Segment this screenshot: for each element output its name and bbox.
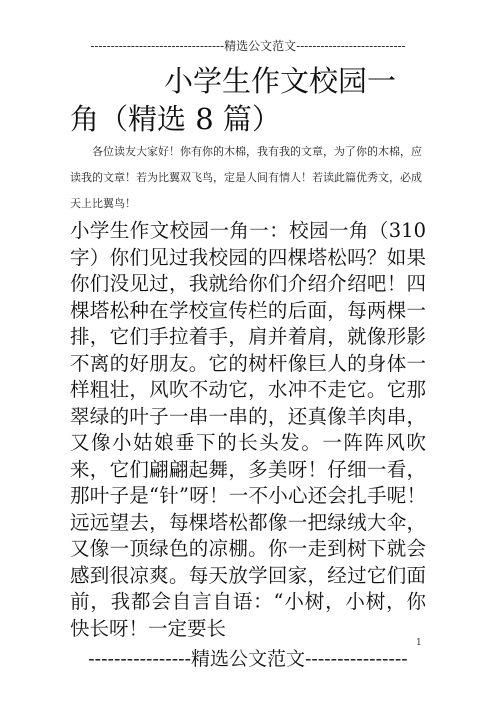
page-number: 1 [416, 638, 422, 648]
title-line-1: 小学生作文校园一 [164, 64, 397, 98]
page-header: ---------------------------------精选公文范文--------------------------- [90, 39, 406, 53]
title-line-2: 角（精选 8 篇） [70, 102, 281, 136]
intro-paragraph: 各位读友大家好！你有你的木棉，我有我的文章，为了你的木棉，应读我的文章！若为比翼双飞鸟，定是人间有情人！若读此篇优秀文，必成天上比翼鸟！ [70, 145, 422, 210]
page-footer: ----------------精选公文范文---------------- [88, 648, 408, 670]
document-title [70, 62, 426, 138]
essay-body: 小学生作文校园一角一：校园一角（310字）你们见过我校园的四棵塔松吗？如果你们没见过，我就给你们介绍介绍吧！四棵塔松种在学校宣传栏的后面，每两棵一排，它们手拉着手，肩并着肩，就像形影不离的好朋友。它的树杆像巨人的身体一样粗壮，风吹不动它，水冲不走它。它那翠绿的叶子一串一串的，还真像羊肉串，又像小姑娘垂下的长头发。一阵阵风吹来，它们翩翩起舞，多美呀！仔细一看，那叶子是“针”呀！一不小心还会扎手呢！远远望去，每棵塔松都像一把绿绒大伞，又像一顶绿色的凉棚。你一走到树下就会感到很凉爽。每天放学回家，经过它们面前，我都会自言自语：“小树，小树，你快长呀！一定要长 [70, 219, 426, 640]
